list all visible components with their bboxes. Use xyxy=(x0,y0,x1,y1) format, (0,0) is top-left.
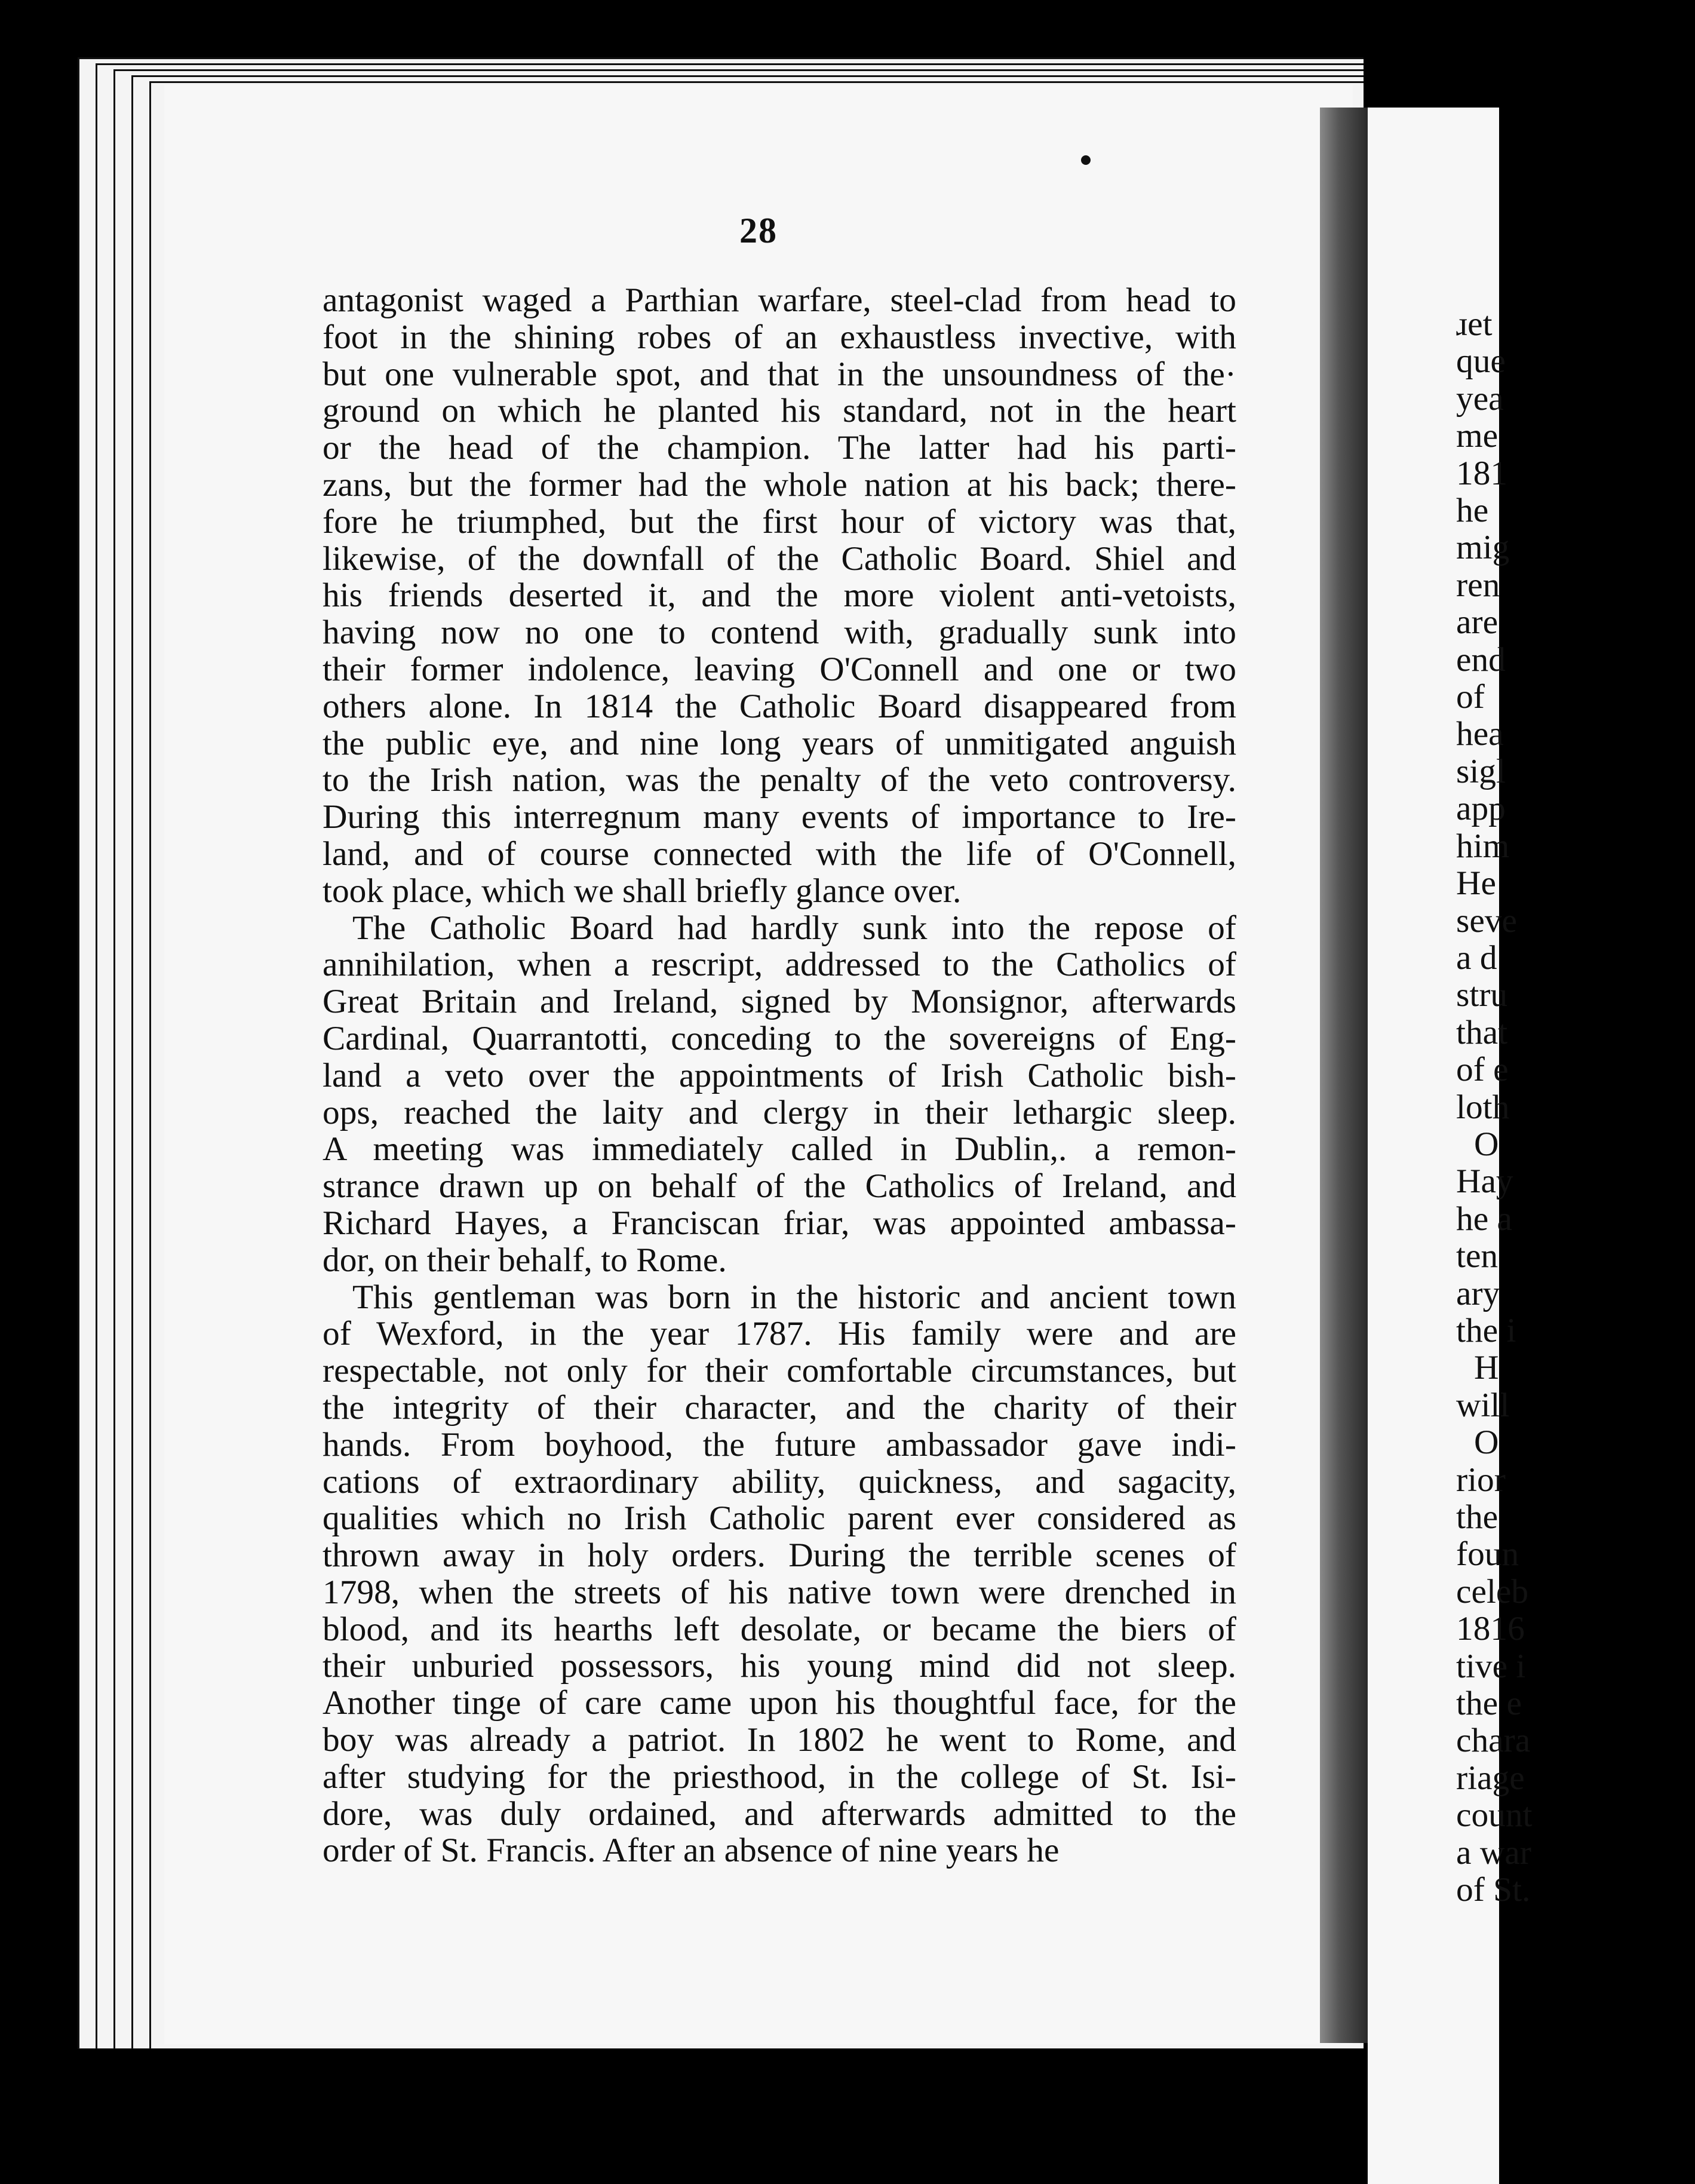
text-line: tive i xyxy=(1456,1647,1526,1685)
text-line: dor, on their behalf, to Rome. xyxy=(323,1241,727,1279)
text-line: fore he triumphed, but the first hour of victory was that, xyxy=(323,502,1236,541)
left-page xyxy=(164,85,1353,2044)
text-line: 1816 xyxy=(1456,1610,1525,1648)
body-text xyxy=(323,282,1236,1869)
text-line: riage xyxy=(1456,1759,1525,1797)
text-line: order of St. Francis. After an absence of nine years he xyxy=(323,1832,1060,1870)
text-line: dore, was duly ordained, and afterwards admitted to the xyxy=(323,1795,1236,1833)
text-line: Another tinge of care came upon his thoughtful face, for the xyxy=(323,1684,1236,1722)
text-line: ary xyxy=(1456,1274,1500,1312)
text-line: after studying for the priesthood, in the college of St. Isi- xyxy=(323,1757,1236,1796)
text-line: This gentleman was born in the historic and ancient town xyxy=(352,1278,1236,1316)
text-line: his friends deserted it, and the more violent anti-vetoists, xyxy=(323,576,1236,615)
text-line: count xyxy=(1456,1796,1533,1835)
text-line: qualities which no Irish Catholic parent ever considered as xyxy=(323,1499,1236,1538)
text-line: a war xyxy=(1456,1833,1531,1872)
text-line: rior xyxy=(1456,1461,1506,1499)
text-line: the public eye, and nine long years of unmitigated anguish xyxy=(323,724,1236,762)
text-line: boy was already a patriot. In 1802 he went to Rome, and xyxy=(323,1721,1236,1759)
text-line: mig xyxy=(1456,529,1510,567)
text-line: foun xyxy=(1456,1535,1519,1573)
text-line: During this interregnum many events of importance to Ire- xyxy=(323,798,1236,836)
text-line: will xyxy=(1456,1386,1510,1424)
scan-border xyxy=(0,2049,1368,2184)
text-line: of e xyxy=(1456,1051,1509,1089)
text-line: to the Irish nation, was the penalty of the veto controversy. xyxy=(323,761,1236,799)
text-line: the e xyxy=(1456,1685,1522,1723)
text-line: que xyxy=(1456,342,1506,381)
text-line: land, and of course connected with the life of O'Connell, xyxy=(323,835,1236,873)
text-line: of Wexford, in the year 1787. His family were and are xyxy=(323,1315,1236,1353)
text-line: Richard Hayes, a Franciscan friar, was appointed ambassa- xyxy=(323,1204,1236,1242)
book-gutter xyxy=(1320,108,1368,2043)
text-line: Cardinal, Quarrantotti, conceding to the sovereigns of Eng- xyxy=(323,1019,1236,1057)
text-line: him xyxy=(1456,827,1510,865)
text-line: he a xyxy=(1456,1200,1512,1238)
text-line: me xyxy=(1456,417,1499,455)
facing-page-text xyxy=(1456,306,1695,1909)
page-number: 28 xyxy=(739,211,778,250)
text-line: ops, reached the laity and clergy in their lethargic sleep. xyxy=(323,1093,1236,1131)
text-line: blood, and its hearths left desolate, or became the biers of xyxy=(323,1610,1236,1648)
text-line: or the head of the champion. The latter had his parti- xyxy=(323,429,1236,467)
text-line: Hay xyxy=(1456,1162,1513,1201)
text-line: strance drawn up on behalf of the Catholics of Ireland, and xyxy=(323,1167,1236,1206)
text-line: but one vulnerable spot, and that in the unsoundness of the· xyxy=(323,355,1236,393)
text-line: are xyxy=(1456,603,1499,642)
text-line: app xyxy=(1456,790,1506,828)
text-line: the xyxy=(1456,1498,1499,1536)
text-line: ɹet xyxy=(1456,305,1493,343)
text-line: chara xyxy=(1456,1722,1531,1760)
text-line: their former indolence, leaving O'Connell and one or two xyxy=(323,650,1236,688)
text-line: antagonist waged a Parthian warfare, steel-clad from head to xyxy=(323,281,1236,319)
text-line: hea xyxy=(1456,715,1504,753)
text-line: that xyxy=(1456,1013,1508,1051)
text-line: ground on which he planted his standard, not in the heart xyxy=(323,392,1236,430)
text-line: loth xyxy=(1456,1088,1510,1126)
text-line: 181 xyxy=(1456,454,1508,492)
text-line: a d xyxy=(1456,938,1497,977)
text-line: zans, but the former had the whole nation at his back; there- xyxy=(323,465,1236,504)
text-line: foot in the shining robes of an exhaustless invective, with xyxy=(323,318,1236,356)
text-line: O xyxy=(1474,1125,1499,1163)
text-line: ren xyxy=(1456,566,1500,604)
text-line: he xyxy=(1456,492,1489,530)
text-line: seve xyxy=(1456,901,1517,940)
text-line: yea xyxy=(1456,379,1504,418)
text-line: thrown away in holy orders. During the terrible scenes of xyxy=(323,1536,1236,1575)
text-line: having now no one to contend with, gradually sunk into xyxy=(323,614,1236,652)
text-line: the integrity of their character, and the charity of their xyxy=(323,1388,1236,1427)
text-line: O xyxy=(1474,1424,1499,1462)
ink-dot xyxy=(1081,155,1091,165)
text-line: cations of extraordinary ability, quickness, and sagacity, xyxy=(323,1462,1236,1501)
text-line: land a veto over the appointments of Irish Catholic bish- xyxy=(323,1056,1236,1094)
text-line: of St. xyxy=(1456,1871,1531,1909)
facing-page xyxy=(1368,108,1533,2184)
text-line: of xyxy=(1456,678,1485,716)
text-line: The Catholic Board had hardly sunk into the repose of xyxy=(352,909,1236,947)
text-line: hands. From boyhood, the future ambassador gave indi- xyxy=(323,1425,1236,1464)
text-line: others alone. In 1814 the Catholic Board disappeared from xyxy=(323,687,1236,725)
text-line: respectable, not only for their comfortable circumstances, but xyxy=(323,1352,1236,1390)
text-line: sigl xyxy=(1456,752,1506,790)
text-line: annihilation, when a rescript, addressed to the Catholics of xyxy=(323,946,1236,984)
text-line: stru xyxy=(1456,976,1508,1014)
text-line: took place, which we shall briefly glance over. xyxy=(323,872,962,910)
text-line: 1798, when the streets of his native town were drenched in xyxy=(323,1573,1236,1611)
text-line: celeb xyxy=(1456,1572,1529,1611)
text-line: likewise, of the downfall of the Catholic Board. Shiel and xyxy=(323,539,1236,578)
text-line: He xyxy=(1456,864,1496,903)
text-line: H xyxy=(1474,1349,1499,1387)
text-line: their unburied possessors, his young mind did not sleep. xyxy=(323,1647,1236,1685)
text-line: Great Britain and Ireland, signed by Monsignor, afterwards xyxy=(323,983,1236,1021)
text-line: A meeting was immediately called in Dublin,. a remon- xyxy=(323,1130,1236,1168)
text-line: end xyxy=(1456,640,1506,679)
text-line: the i xyxy=(1456,1311,1516,1349)
text-line: ten xyxy=(1456,1237,1499,1275)
